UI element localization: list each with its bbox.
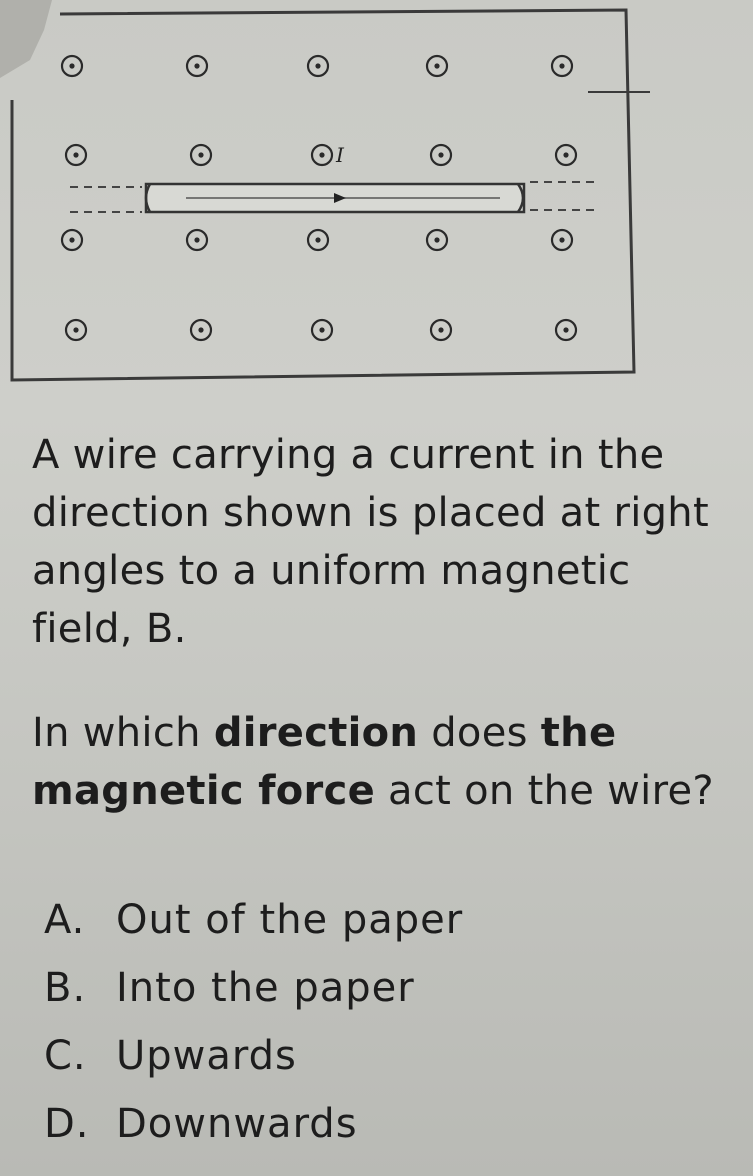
field-dot	[73, 152, 78, 157]
option-a[interactable]	[44, 886, 463, 954]
field-dot	[69, 237, 74, 242]
field-dot	[194, 237, 199, 242]
option-b-text: Into the paper	[116, 965, 415, 1011]
field-dot	[73, 327, 78, 332]
current-label: I	[336, 143, 344, 167]
option-d-letter: D.	[44, 1101, 90, 1147]
field-dot	[69, 63, 74, 68]
field-dot	[559, 63, 564, 68]
field-dot	[434, 237, 439, 242]
field-dot	[438, 327, 443, 332]
field-dot	[198, 152, 203, 157]
answer-options	[44, 886, 463, 1158]
option-a-text: Out of the paper	[116, 897, 464, 943]
option-a-letter: A.	[44, 897, 86, 943]
option-b-letter: B.	[44, 965, 87, 1011]
field-dot	[315, 63, 320, 68]
field-dot	[315, 237, 320, 242]
magnetic-field-diagram	[0, 0, 753, 400]
current-carrying-wire	[70, 182, 600, 212]
option-c-text: Upwards	[116, 1033, 297, 1079]
question-prompt	[32, 704, 732, 820]
page-corner-shadow	[0, 0, 52, 78]
option-d-text: Downwards	[116, 1101, 358, 1147]
prompt-text-3: act on the wire?	[375, 768, 714, 814]
field-dot	[559, 237, 564, 242]
field-dot	[434, 63, 439, 68]
prompt-bold-direction: direction	[213, 710, 419, 756]
field-dot	[198, 327, 203, 332]
option-c-letter: C.	[44, 1033, 87, 1079]
question-stem: A wire carrying a current in the direction shown is placed at right angles to a uniform magnetic field, B.	[32, 432, 709, 652]
prompt-bold-magnetic-force: the magnetic force	[32, 710, 617, 814]
option-d[interactable]	[44, 1090, 463, 1158]
field-dot	[194, 63, 199, 68]
option-b[interactable]	[44, 954, 463, 1022]
field-dot	[319, 152, 324, 157]
field-dot	[563, 152, 568, 157]
field-diagram-svg	[0, 0, 753, 400]
prompt-text-1: In which	[32, 710, 214, 756]
field-dot	[563, 327, 568, 332]
field-dot	[319, 327, 324, 332]
prompt-text-2: does	[418, 710, 541, 756]
option-c[interactable]	[44, 1022, 463, 1090]
field-dot	[438, 152, 443, 157]
